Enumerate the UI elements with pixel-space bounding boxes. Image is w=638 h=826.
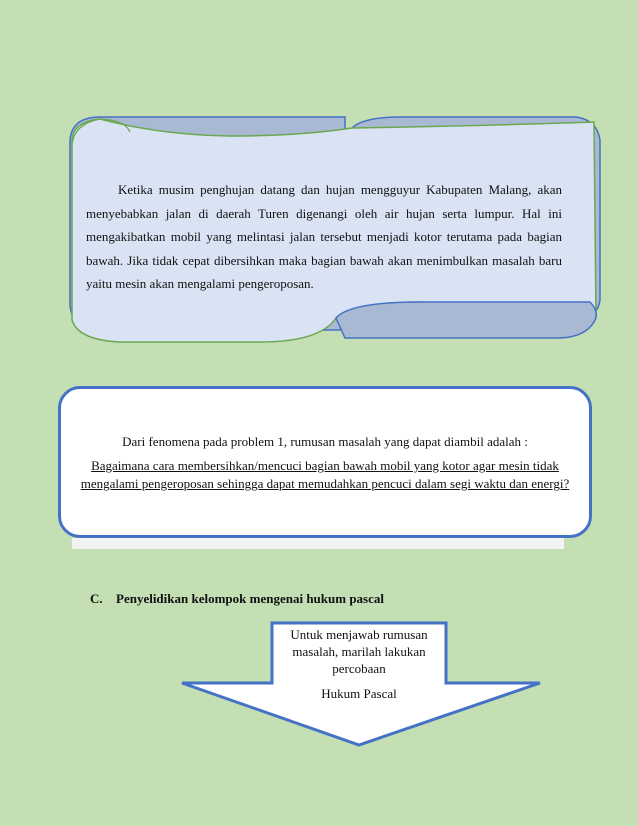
arrow-text	[275, 626, 443, 702]
problem-question: Bagaimana cara membersihkan/mencuci bagian bawah mobil yang kotor agar mesin tidak mengalami pengeroposan sehingga dapat memudahkan pencuci dalam segi waktu dan energi?	[80, 458, 570, 491]
section-title: Penyelidikan kelompok mengenai hukum pascal	[116, 591, 384, 606]
arrow-line-1: Untuk menjawab rumusan masalah, marilah lakukan percobaan	[290, 627, 428, 676]
problem-intro: Dari fenomena pada problem 1, rumusan masalah yang dapat diambil adalah :	[122, 434, 528, 449]
section-letter: C.	[90, 591, 103, 606]
arrow-line-2: Hukum Pascal	[321, 686, 397, 701]
scroll-paragraph-text: Ketika musim penghujan datang dan hujan mengguyur Kabupaten Malang, akan menyebabkan jalan di daerah Turen digenangi oleh air hujan serta lumpur. Hal ini mengakibatkan mobil yang melintasi jalan tersebut menjadi kotor terutama pada bagian bawah. Jika tidak cepat dibersihkan maka bagian bawah akan menimbulkan masalah baru yaitu mesin akan mengalami pengeroposan.	[86, 182, 562, 291]
